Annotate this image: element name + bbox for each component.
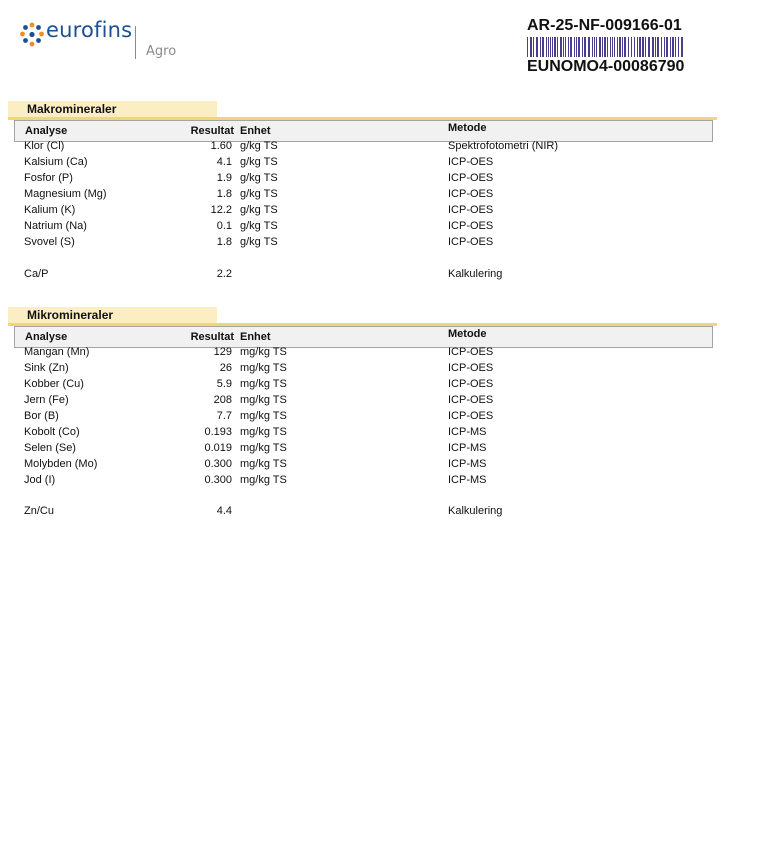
col-unit: Enhet (240, 331, 271, 343)
row-result: 1.60 (210, 140, 232, 152)
row-method: ICP-OES (448, 394, 494, 406)
row-result: 129 (213, 346, 232, 358)
row-unit: g/kg TS (240, 220, 278, 232)
col-analysis: Analyse (25, 125, 68, 137)
row-unit: mg/kg TS (240, 426, 287, 438)
table-row (0, 220, 759, 236)
table-row (0, 362, 759, 378)
row-result: 0.1 (216, 220, 232, 232)
section-title: Makromineraler (27, 102, 117, 116)
row-analysis: Magnesium (Mg) (24, 188, 107, 200)
row-unit: mg/kg TS (240, 474, 287, 486)
row-result: 2.2 (216, 268, 232, 280)
row-method: ICP-MS (448, 426, 487, 438)
row-analysis: Selen (Se) (24, 442, 76, 454)
table-row (0, 172, 759, 188)
col-result: Resultat (190, 125, 234, 137)
row-method: ICP-OES (448, 346, 494, 358)
row-method: ICP-OES (448, 362, 494, 374)
row-result: 5.9 (216, 378, 232, 390)
report-id: AR-25-NF-009166-01 (527, 17, 682, 34)
row-analysis: Ca/P (24, 268, 49, 280)
row-analysis: Molybden (Mo) (24, 458, 98, 470)
row-method: ICP-MS (448, 458, 487, 470)
row-method: ICP-MS (448, 442, 487, 454)
table-row (0, 458, 759, 474)
col-result: Resultat (190, 331, 234, 343)
row-result: 4.1 (216, 156, 232, 168)
eurofins-dots-icon (19, 22, 45, 48)
row-analysis: Sink (Zn) (24, 362, 69, 374)
row-result: 0.300 (204, 474, 232, 486)
row-unit: mg/kg TS (240, 458, 287, 470)
row-analysis: Svovel (S) (24, 236, 75, 248)
col-method: Metode (448, 328, 487, 340)
table-row (0, 156, 759, 172)
row-result: 26 (219, 362, 232, 374)
sample-id: EUNOMO4-00086790 (527, 58, 685, 75)
row-unit: mg/kg TS (240, 410, 287, 422)
row-method: Spektrofotometri (NIR) (448, 140, 559, 152)
table-row (0, 188, 759, 204)
row-result: 208 (213, 394, 232, 406)
row-unit: g/kg TS (240, 172, 278, 184)
row-analysis: Kobber (Cu) (24, 378, 84, 390)
table-row (0, 426, 759, 442)
row-result: 1.8 (216, 188, 232, 200)
row-method: Kalkulering (448, 268, 503, 280)
row-result: 0.300 (204, 458, 232, 470)
row-analysis: Zn/Cu (24, 505, 54, 517)
row-method: ICP-OES (448, 204, 494, 216)
row-method: ICP-OES (448, 172, 494, 184)
row-method: ICP-OES (448, 220, 494, 232)
table-row (0, 442, 759, 458)
table-row (0, 236, 759, 252)
table-row (0, 474, 759, 490)
logo-wordmark: eurofins (46, 18, 133, 42)
table-row (0, 204, 759, 220)
row-result: 7.7 (216, 410, 232, 422)
row-method: ICP-OES (448, 156, 494, 168)
row-unit: g/kg TS (240, 236, 278, 248)
logo-divider (135, 26, 136, 59)
row-analysis: Kobolt (Co) (24, 426, 80, 438)
row-method: ICP-OES (448, 378, 494, 390)
column-header (14, 120, 713, 142)
row-result: 0.019 (204, 442, 232, 454)
row-analysis: Jod (I) (24, 474, 56, 486)
row-analysis: Kalium (K) (24, 204, 76, 216)
row-unit: g/kg TS (240, 156, 278, 168)
row-unit: mg/kg TS (240, 362, 287, 374)
row-analysis: Klor (Cl) (24, 140, 65, 152)
row-analysis: Bor (B) (24, 410, 59, 422)
row-result: 0.193 (204, 426, 232, 438)
row-result: 1.9 (216, 172, 232, 184)
column-header (14, 326, 713, 348)
row-method: Kalkulering (448, 505, 503, 517)
row-unit: g/kg TS (240, 204, 278, 216)
ratio-row (0, 505, 759, 521)
row-unit: mg/kg TS (240, 442, 287, 454)
row-method: ICP-MS (448, 474, 487, 486)
row-analysis: Kalsium (Ca) (24, 156, 88, 168)
col-unit: Enhet (240, 125, 271, 137)
table-row (0, 346, 759, 362)
row-unit: mg/kg TS (240, 346, 287, 358)
table-row (0, 410, 759, 426)
col-analysis: Analyse (25, 331, 68, 343)
table-row (0, 378, 759, 394)
row-method: ICP-OES (448, 236, 494, 248)
row-result: 4.4 (216, 505, 232, 517)
row-method: ICP-OES (448, 188, 494, 200)
eurofins-logo (19, 20, 179, 64)
row-method: ICP-OES (448, 410, 494, 422)
row-unit: mg/kg TS (240, 394, 287, 406)
row-unit: g/kg TS (240, 140, 278, 152)
table-row (0, 394, 759, 410)
row-result: 12.2 (210, 204, 232, 216)
row-analysis: Fosfor (P) (24, 172, 73, 184)
section-title: Mikromineraler (27, 308, 114, 322)
row-analysis: Natrium (Na) (24, 220, 87, 232)
row-analysis: Mangan (Mn) (24, 346, 90, 358)
logo-division: Agro (146, 44, 177, 59)
row-result: 1.8 (216, 236, 232, 248)
row-unit: g/kg TS (240, 188, 278, 200)
row-unit: mg/kg TS (240, 378, 287, 390)
row-analysis: Jern (Fe) (24, 394, 69, 406)
table-row (0, 140, 759, 156)
col-method: Metode (448, 122, 487, 134)
ratio-row (0, 268, 759, 284)
barcode-icon (527, 37, 685, 57)
